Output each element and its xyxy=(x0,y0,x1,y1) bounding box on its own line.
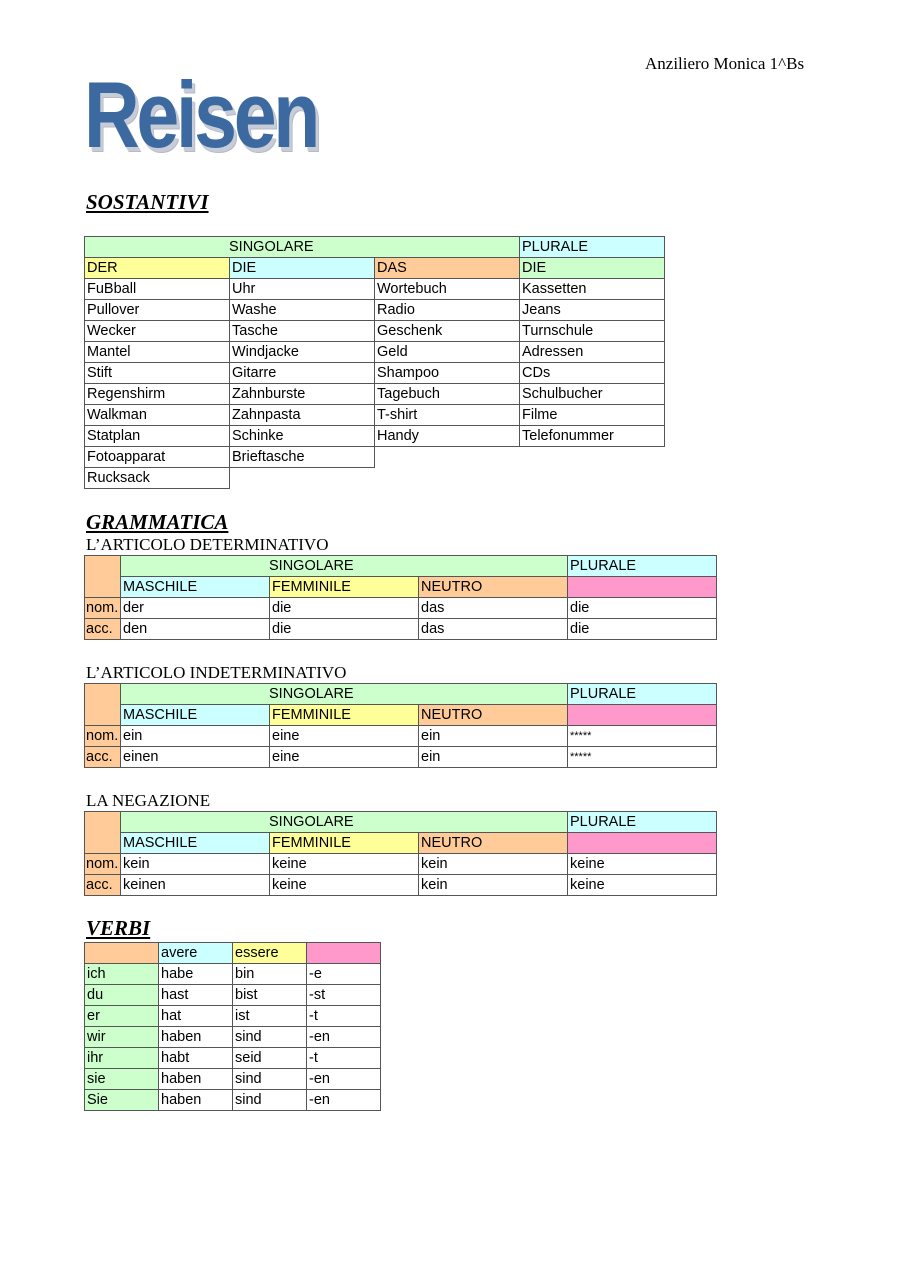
article-table-determinativo xyxy=(84,555,717,640)
table-cell: -en xyxy=(307,1069,381,1090)
table-row xyxy=(85,726,717,747)
header-avere: avere xyxy=(159,943,233,964)
page-title: Reisen xyxy=(84,62,318,167)
table-cell: Kassetten xyxy=(520,279,665,300)
header-femminile: FEMMINILE xyxy=(270,705,419,726)
table-cell: der xyxy=(121,598,270,619)
table-cell: Regenshirm xyxy=(85,384,230,405)
table-cell: keine xyxy=(270,875,419,896)
header-plurale: PLURALE xyxy=(520,237,665,258)
table-row xyxy=(85,875,717,896)
table-cell: Schinke xyxy=(230,426,375,447)
header-plurale: PLURALE xyxy=(568,556,717,577)
header-pronoun xyxy=(85,943,159,964)
table-cell: Tagebuch xyxy=(375,384,520,405)
table-cell: Schulbucher xyxy=(520,384,665,405)
table-cell: sind xyxy=(233,1027,307,1048)
table-cell: Windjacke xyxy=(230,342,375,363)
header-femminile: FEMMINILE xyxy=(270,833,419,854)
section-heading-sostantivi: SOSTANTIVI xyxy=(86,190,209,214)
table-cell: habe xyxy=(159,964,233,985)
article-table-negazione xyxy=(84,811,717,896)
table-cell: keine xyxy=(270,854,419,875)
pronoun-cell: wir xyxy=(85,1027,159,1048)
table-cell: Mantel xyxy=(85,342,230,363)
table-cell: ***** xyxy=(568,747,717,768)
table-cell: das xyxy=(419,619,568,640)
case-label: nom. xyxy=(85,598,121,619)
table-cell: -t xyxy=(307,1048,381,1069)
table-cell: eine xyxy=(270,726,419,747)
pronoun-cell: du xyxy=(85,985,159,1006)
subheading-negazione: LA NEGAZIONE xyxy=(86,791,211,810)
table-cell: haben xyxy=(159,1090,233,1111)
table-cell: ***** xyxy=(568,726,717,747)
table-cell: einen xyxy=(121,747,270,768)
table-cell: bist xyxy=(233,985,307,1006)
table-cell: ein xyxy=(419,747,568,768)
header-plurale: PLURALE xyxy=(568,812,717,833)
table-cell: Adressen xyxy=(520,342,665,363)
table-cell: kein xyxy=(121,854,270,875)
table-row xyxy=(85,985,381,1006)
table-row xyxy=(85,854,717,875)
table-cell: sind xyxy=(233,1069,307,1090)
pronoun-cell: ich xyxy=(85,964,159,985)
table-cell: Wecker xyxy=(85,321,230,342)
column-der: DER xyxy=(85,258,230,279)
header-maschile: MASCHILE xyxy=(121,577,270,598)
table-row xyxy=(85,279,665,300)
table-row xyxy=(85,384,665,405)
table-row xyxy=(85,342,665,363)
table-cell: Stift xyxy=(85,363,230,384)
column-die: DIE xyxy=(230,258,375,279)
pronoun-cell: ihr xyxy=(85,1048,159,1069)
table-cell: Zahnpasta xyxy=(230,405,375,426)
subheading-articolo-determinativo: L’ARTICOLO DETERMINATIVO xyxy=(86,535,329,554)
table-cell: kein xyxy=(419,854,568,875)
subheading-articolo-indeterminativo: L’ARTICOLO INDETERMINATIVO xyxy=(86,663,347,682)
header-ending xyxy=(307,943,381,964)
case-label: acc. xyxy=(85,875,121,896)
table-cell: -st xyxy=(307,985,381,1006)
table-cell: haben xyxy=(159,1027,233,1048)
table-cell: Pullover xyxy=(85,300,230,321)
table-cell: Telefonummer xyxy=(520,426,665,447)
table-cell: Wortebuch xyxy=(375,279,520,300)
table-row xyxy=(85,598,717,619)
header-singolare: SINGOLARE xyxy=(85,237,520,258)
table-row xyxy=(85,405,665,426)
table-cell: die xyxy=(568,598,717,619)
header-singolare: SINGOLARE xyxy=(121,556,568,577)
table-cell: haben xyxy=(159,1069,233,1090)
table-cell: ist xyxy=(233,1006,307,1027)
table-cell: ein xyxy=(419,726,568,747)
table-row xyxy=(85,964,381,985)
table-row xyxy=(85,447,665,468)
table-row xyxy=(85,747,717,768)
pronoun-cell: sie xyxy=(85,1069,159,1090)
pronoun-cell: er xyxy=(85,1006,159,1027)
table-cell: Radio xyxy=(375,300,520,321)
header-plurale: PLURALE xyxy=(568,684,717,705)
table-row xyxy=(85,1090,381,1111)
table-cell: Handy xyxy=(375,426,520,447)
case-label: nom. xyxy=(85,854,121,875)
table-cell: Gitarre xyxy=(230,363,375,384)
table-row xyxy=(85,1048,381,1069)
table-row xyxy=(85,1006,381,1027)
table-cell: FuBball xyxy=(85,279,230,300)
table-cell: Turnschule xyxy=(520,321,665,342)
column-die-plural: DIE xyxy=(520,258,665,279)
table-row xyxy=(85,619,717,640)
header-maschile: MASCHILE xyxy=(121,833,270,854)
table-cell: ein xyxy=(121,726,270,747)
pronoun-cell: Sie xyxy=(85,1090,159,1111)
table-cell: keinen xyxy=(121,875,270,896)
table-cell: Rucksack xyxy=(85,468,230,489)
table-cell: Geschenk xyxy=(375,321,520,342)
table-row xyxy=(85,363,665,384)
table-cell: Brieftasche xyxy=(230,447,375,468)
header-singolare: SINGOLARE xyxy=(121,812,568,833)
header-neutro: NEUTRO xyxy=(419,577,568,598)
table-cell: keine xyxy=(568,875,717,896)
table-cell: CDs xyxy=(520,363,665,384)
author-name: Anziliero Monica 1^Bs xyxy=(645,54,805,73)
header-neutro: NEUTRO xyxy=(419,705,568,726)
case-label: acc. xyxy=(85,747,121,768)
table-cell: Walkman xyxy=(85,405,230,426)
table-cell: hast xyxy=(159,985,233,1006)
table-cell: das xyxy=(419,598,568,619)
table-row xyxy=(85,321,665,342)
table-cell: den xyxy=(121,619,270,640)
section-heading-grammatica: GRAMMATICA xyxy=(86,510,229,534)
table-cell: -t xyxy=(307,1006,381,1027)
table-cell: habt xyxy=(159,1048,233,1069)
table-cell: T-shirt xyxy=(375,405,520,426)
table-cell: kein xyxy=(419,875,568,896)
table-cell: Uhr xyxy=(230,279,375,300)
header-singolare: SINGOLARE xyxy=(121,684,568,705)
header-essere: essere xyxy=(233,943,307,964)
table-cell: keine xyxy=(568,854,717,875)
nouns-table xyxy=(84,236,665,489)
table-cell: -e xyxy=(307,964,381,985)
table-cell: Statplan xyxy=(85,426,230,447)
table-cell: Shampoo xyxy=(375,363,520,384)
table-cell: Washe xyxy=(230,300,375,321)
table-cell: Geld xyxy=(375,342,520,363)
table-cell: -en xyxy=(307,1090,381,1111)
case-label: nom. xyxy=(85,726,121,747)
table-cell: Filme xyxy=(520,405,665,426)
table-row xyxy=(85,1027,381,1048)
table-row xyxy=(85,1069,381,1090)
table-cell: -en xyxy=(307,1027,381,1048)
table-cell: Jeans xyxy=(520,300,665,321)
table-cell: sind xyxy=(233,1090,307,1111)
table-cell: hat xyxy=(159,1006,233,1027)
table-cell: die xyxy=(568,619,717,640)
header-maschile: MASCHILE xyxy=(121,705,270,726)
section-heading-verbi: VERBI xyxy=(86,916,151,940)
table-cell: bin xyxy=(233,964,307,985)
table-cell: seid xyxy=(233,1048,307,1069)
table-cell: Fotoapparat xyxy=(85,447,230,468)
article-table-indeterminativo xyxy=(84,683,717,768)
table-cell: die xyxy=(270,619,419,640)
verbs-table xyxy=(84,942,381,1111)
table-row xyxy=(85,468,665,489)
table-cell: die xyxy=(270,598,419,619)
table-cell: Tasche xyxy=(230,321,375,342)
header-neutro: NEUTRO xyxy=(419,833,568,854)
table-row xyxy=(85,300,665,321)
table-row xyxy=(85,426,665,447)
table-cell: Zahnburste xyxy=(230,384,375,405)
case-label: acc. xyxy=(85,619,121,640)
header-femminile: FEMMINILE xyxy=(270,577,419,598)
table-cell: eine xyxy=(270,747,419,768)
column-das: DAS xyxy=(375,258,520,279)
